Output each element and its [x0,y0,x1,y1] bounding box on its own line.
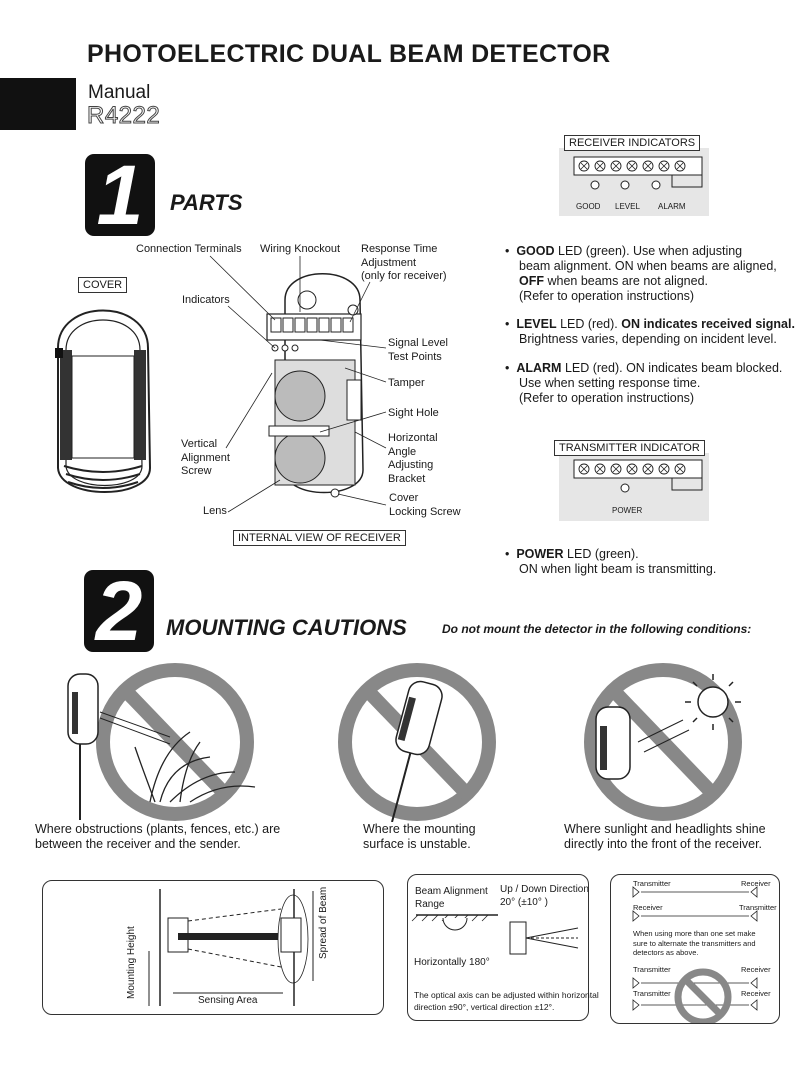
cover-label: COVER [78,277,127,293]
mounting-height-label: Mounting Height [126,926,137,999]
label-indicators: Indicators [182,294,230,306]
caution-sunlight-illustration [578,662,753,822]
d3-row3-receiver: Receiver [741,965,771,974]
caption-obstructions: Where obstructions (plants, fences, etc.) are between the receiver and the sender. [35,822,281,851]
section-1-heading: PARTS [170,190,243,215]
manual-label: Manual [88,82,151,103]
horizontally-label: Horizontally 180° [414,957,490,968]
sensing-area-diagram [42,880,384,1015]
spread-of-beam-label: Spread of Beam [318,886,329,959]
label-horizontal-bracket: Horizontal Angle Adjusting Bracket [388,432,438,485]
led-power-label: POWER [612,506,643,515]
beam-alignment-note: The optical axis can be adjusted within horizontal direction ±90°, vertical direction ±12°. [414,990,599,1012]
d3-row1-transmitter: Transmitter [633,879,671,888]
receiver-indicators-title: RECEIVER INDICATORS [564,135,700,151]
section-2-subheading: Do not mount the detector in the following conditions: [442,622,752,636]
receiver-terminal-strip [564,155,709,195]
caption-unstable: Where the mounting surface is unstable. [363,822,476,851]
section-2-number: 2 [84,570,154,652]
bullet-power: • POWER LED (green). ON when light beam is transmitting. [505,547,717,576]
d3-row1-receiver: Receiver [741,879,771,888]
led-good-label: GOOD [576,202,601,211]
bullet-good: • GOOD LED (green). Use when adjusting beam alignment. ON when beams are aligned, OFF when beams are not aligned. (Refer to operation instructions) [505,244,777,303]
alternate-sets-note: When using more than one set make sure to alternate the transmitters and detectors as above. [633,929,756,957]
beam-alignment-drawing [408,910,588,1000]
label-signal-level: Signal Level Test Points [388,337,448,363]
document-title: PHOTOELECTRIC DUAL BEAM DETECTOR [87,40,611,68]
beam-alignment-label: Beam Alignment Range [415,886,488,910]
led-level-label: LEVEL [615,202,640,211]
label-tamper: Tamper [388,377,425,389]
caution-unstable-illustration [332,662,502,822]
d3-row4-receiver: Receiver [741,989,771,998]
sensing-area-label: Sensing Area [198,995,258,1006]
d3-row2-transmitter: Transmitter [739,903,777,912]
caption-sunlight: Where sunlight and headlights shine directly into the front of the receiver. [564,822,766,851]
d3-row3-transmitter: Transmitter [633,965,671,974]
model-number: R4222 [87,102,161,129]
alternate-sets-diagram [610,874,780,1024]
internal-view-label: INTERNAL VIEW OF RECEIVER [233,530,406,546]
label-vertical-alignment: Vertical Alignment Screw [181,438,230,477]
label-cover-locking-screw: Cover Locking Screw [389,492,461,518]
d3-row2-receiver: Receiver [633,903,663,912]
d3-row4-transmitter: Transmitter [633,989,671,998]
caution-obstruction-illustration [60,662,260,822]
transmitter-indicator-title: TRANSMITTER INDICATOR [554,440,705,456]
transmitter-terminal-strip [564,458,709,498]
label-wiring-knockout: Wiring Knockout [260,243,341,255]
updown-direction-label: Up / Down Direction 20° (±10° ) [500,884,589,908]
label-lens: Lens [203,505,227,517]
label-response-time: Response Time Adjustment (only for receiver) [361,243,447,282]
bullet-level: • LEVEL LED (red). ON indicates received signal. Brightness varies, depending on incident level. [505,317,795,346]
label-connection-terminals: Connection Terminals [136,243,242,255]
bullet-alarm: • ALARM LED (red). ON indicates beam blocked. Use when setting response time. (Refer to operation instructions) [505,361,783,405]
beam-alignment-diagram [407,874,599,1021]
led-alarm-label: ALARM [658,202,686,211]
label-sight-hole: Sight Hole [388,407,439,419]
section-1-number: 1 [85,154,155,236]
section-2-heading: MOUNTING CAUTIONS [166,615,407,640]
